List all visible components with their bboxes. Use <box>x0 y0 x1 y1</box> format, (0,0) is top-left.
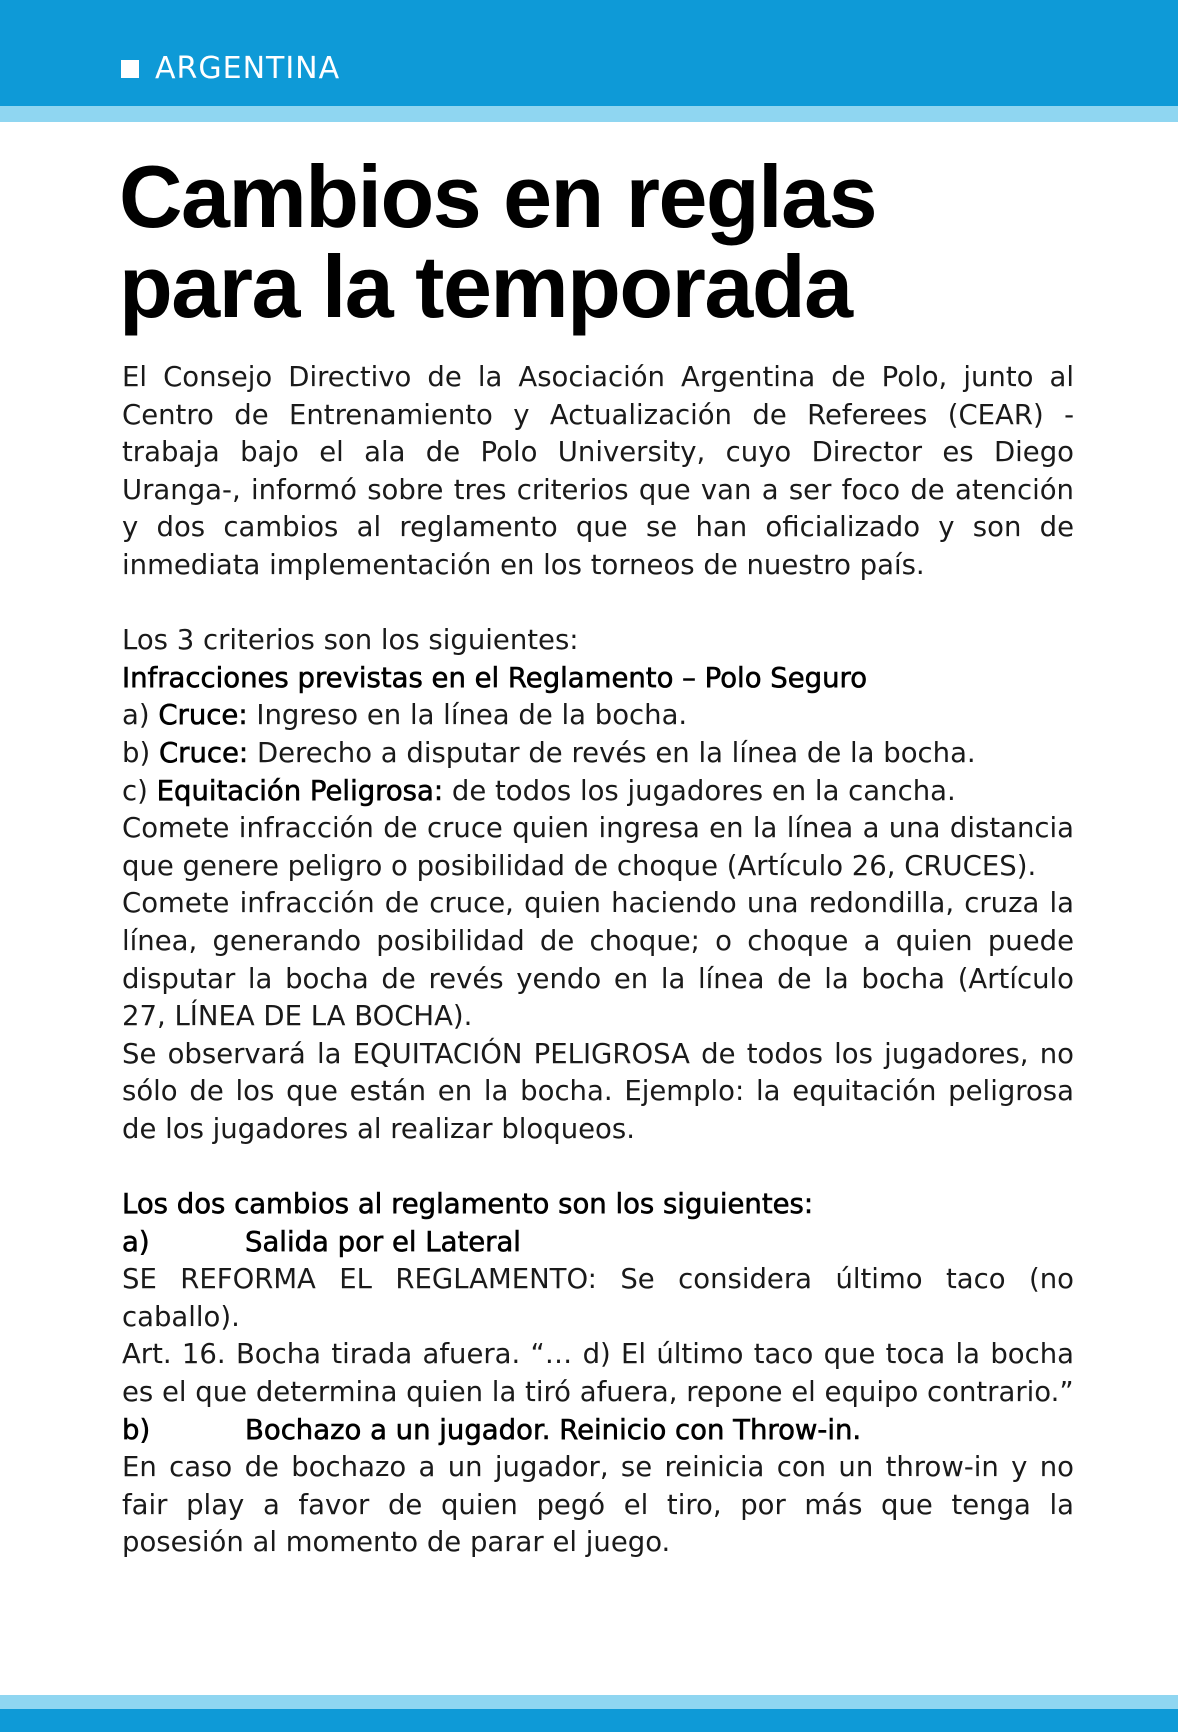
criteria-detail-equitacion: Se observará la EQUITACIÓN PELIGROSA de todos los jugadores, no sólo de los que están en la bocha. Ejemplo: la equitación peligrosa de los jugadores al realizar bloqueos. <box>122 1037 1074 1145</box>
article-title <box>119 147 1099 336</box>
title-line-2: para la temporada <box>119 237 852 336</box>
changes-heading: Los dos cambios al reglamento son los siguientes: <box>122 1188 814 1221</box>
change-b-heading <box>122 1412 1074 1450</box>
header-stripe <box>0 106 1178 122</box>
criteria-detail-cruces: Comete infracción de cruce quien ingresa en la línea a una distancia que genere peligro o posibilidad de choque (Artículo 26, CRUCES). <box>122 812 1074 882</box>
footer-band <box>0 1709 1178 1732</box>
criteria-text: de todos los jugadores en la cancha. <box>451 774 956 807</box>
criteria-letter: b) <box>122 736 151 769</box>
article-body <box>122 359 1074 1562</box>
section-tag <box>121 49 340 89</box>
section-label: ARGENTINA <box>155 51 341 86</box>
change-title: Bochazo a un jugador. Reinicio con Throw-in. <box>245 1413 862 1446</box>
criteria-text: Ingreso en la línea de la bocha. <box>256 699 688 732</box>
title-line-1: Cambios en reglas <box>119 147 877 246</box>
intro-paragraph: El Consejo Directivo de la Asociación Argentina de Polo, junto al Centro de Entrenamiento y Actualización de Referees (CEAR) -trabaja bajo el ala de Polo University, cuyo Director es Diego Uranga-, informó sobre tres criterios que van a ser foco de atención y dos cambios al reglamento que se han oficializado y son de inmediata implementación en los torneos de nuestro país. <box>122 361 1074 581</box>
criteria-item-b <box>122 735 1074 773</box>
criteria-text: Derecho a disputar de revés en la línea de la bocha. <box>256 736 976 769</box>
change-b-paragraph: En caso de bochazo a un jugador, se reinicia con un throw-in y no fair play a favor de quien pegó el tiro, por más que tenga la posesión al momento de parar el juego. <box>122 1451 1074 1559</box>
change-a-paragraph-2: Art. 16. Bocha tirada afuera. “… d) El último taco que toca la bocha es el que determina quien la tiró afuera, repone el equipo contrario.” <box>122 1338 1074 1409</box>
footer-stripe <box>0 1695 1178 1709</box>
criteria-letter: a) <box>122 699 150 732</box>
change-letter: b) <box>122 1413 151 1446</box>
criteria-intro: Los 3 criterios son los siguientes: <box>122 624 579 657</box>
criteria-detail-linea: Comete infracción de cruce, quien haciendo una redondilla, cruza la línea, generando posibilidad de choque; o choque a quien puede disputar la bocha de revés yendo en la línea de la bocha (Artículo 27, LÍNEA DE LA BOCHA). <box>122 887 1074 1033</box>
change-a-heading <box>122 1224 1074 1262</box>
criteria-item-a <box>122 697 1074 735</box>
criteria-heading: Infracciones previstas en el Reglamento – Polo Seguro <box>122 661 868 694</box>
change-a-paragraph-1: SE REFORMA EL REGLAMENTO: Se considera último taco (no caballo). <box>122 1263 1074 1333</box>
criteria-term: Equitación Peligrosa: <box>156 774 444 807</box>
criteria-term: Cruce: <box>158 736 249 769</box>
paragraph-gap <box>122 585 1074 623</box>
paragraph-gap <box>122 1148 1074 1186</box>
criteria-term: Cruce: <box>158 699 248 732</box>
criteria-item-c <box>122 773 1074 811</box>
change-title: Salida por el Lateral <box>245 1225 521 1258</box>
criteria-letter: c) <box>122 774 148 807</box>
change-letter: a) <box>122 1225 150 1258</box>
square-bullet-icon <box>121 60 139 78</box>
